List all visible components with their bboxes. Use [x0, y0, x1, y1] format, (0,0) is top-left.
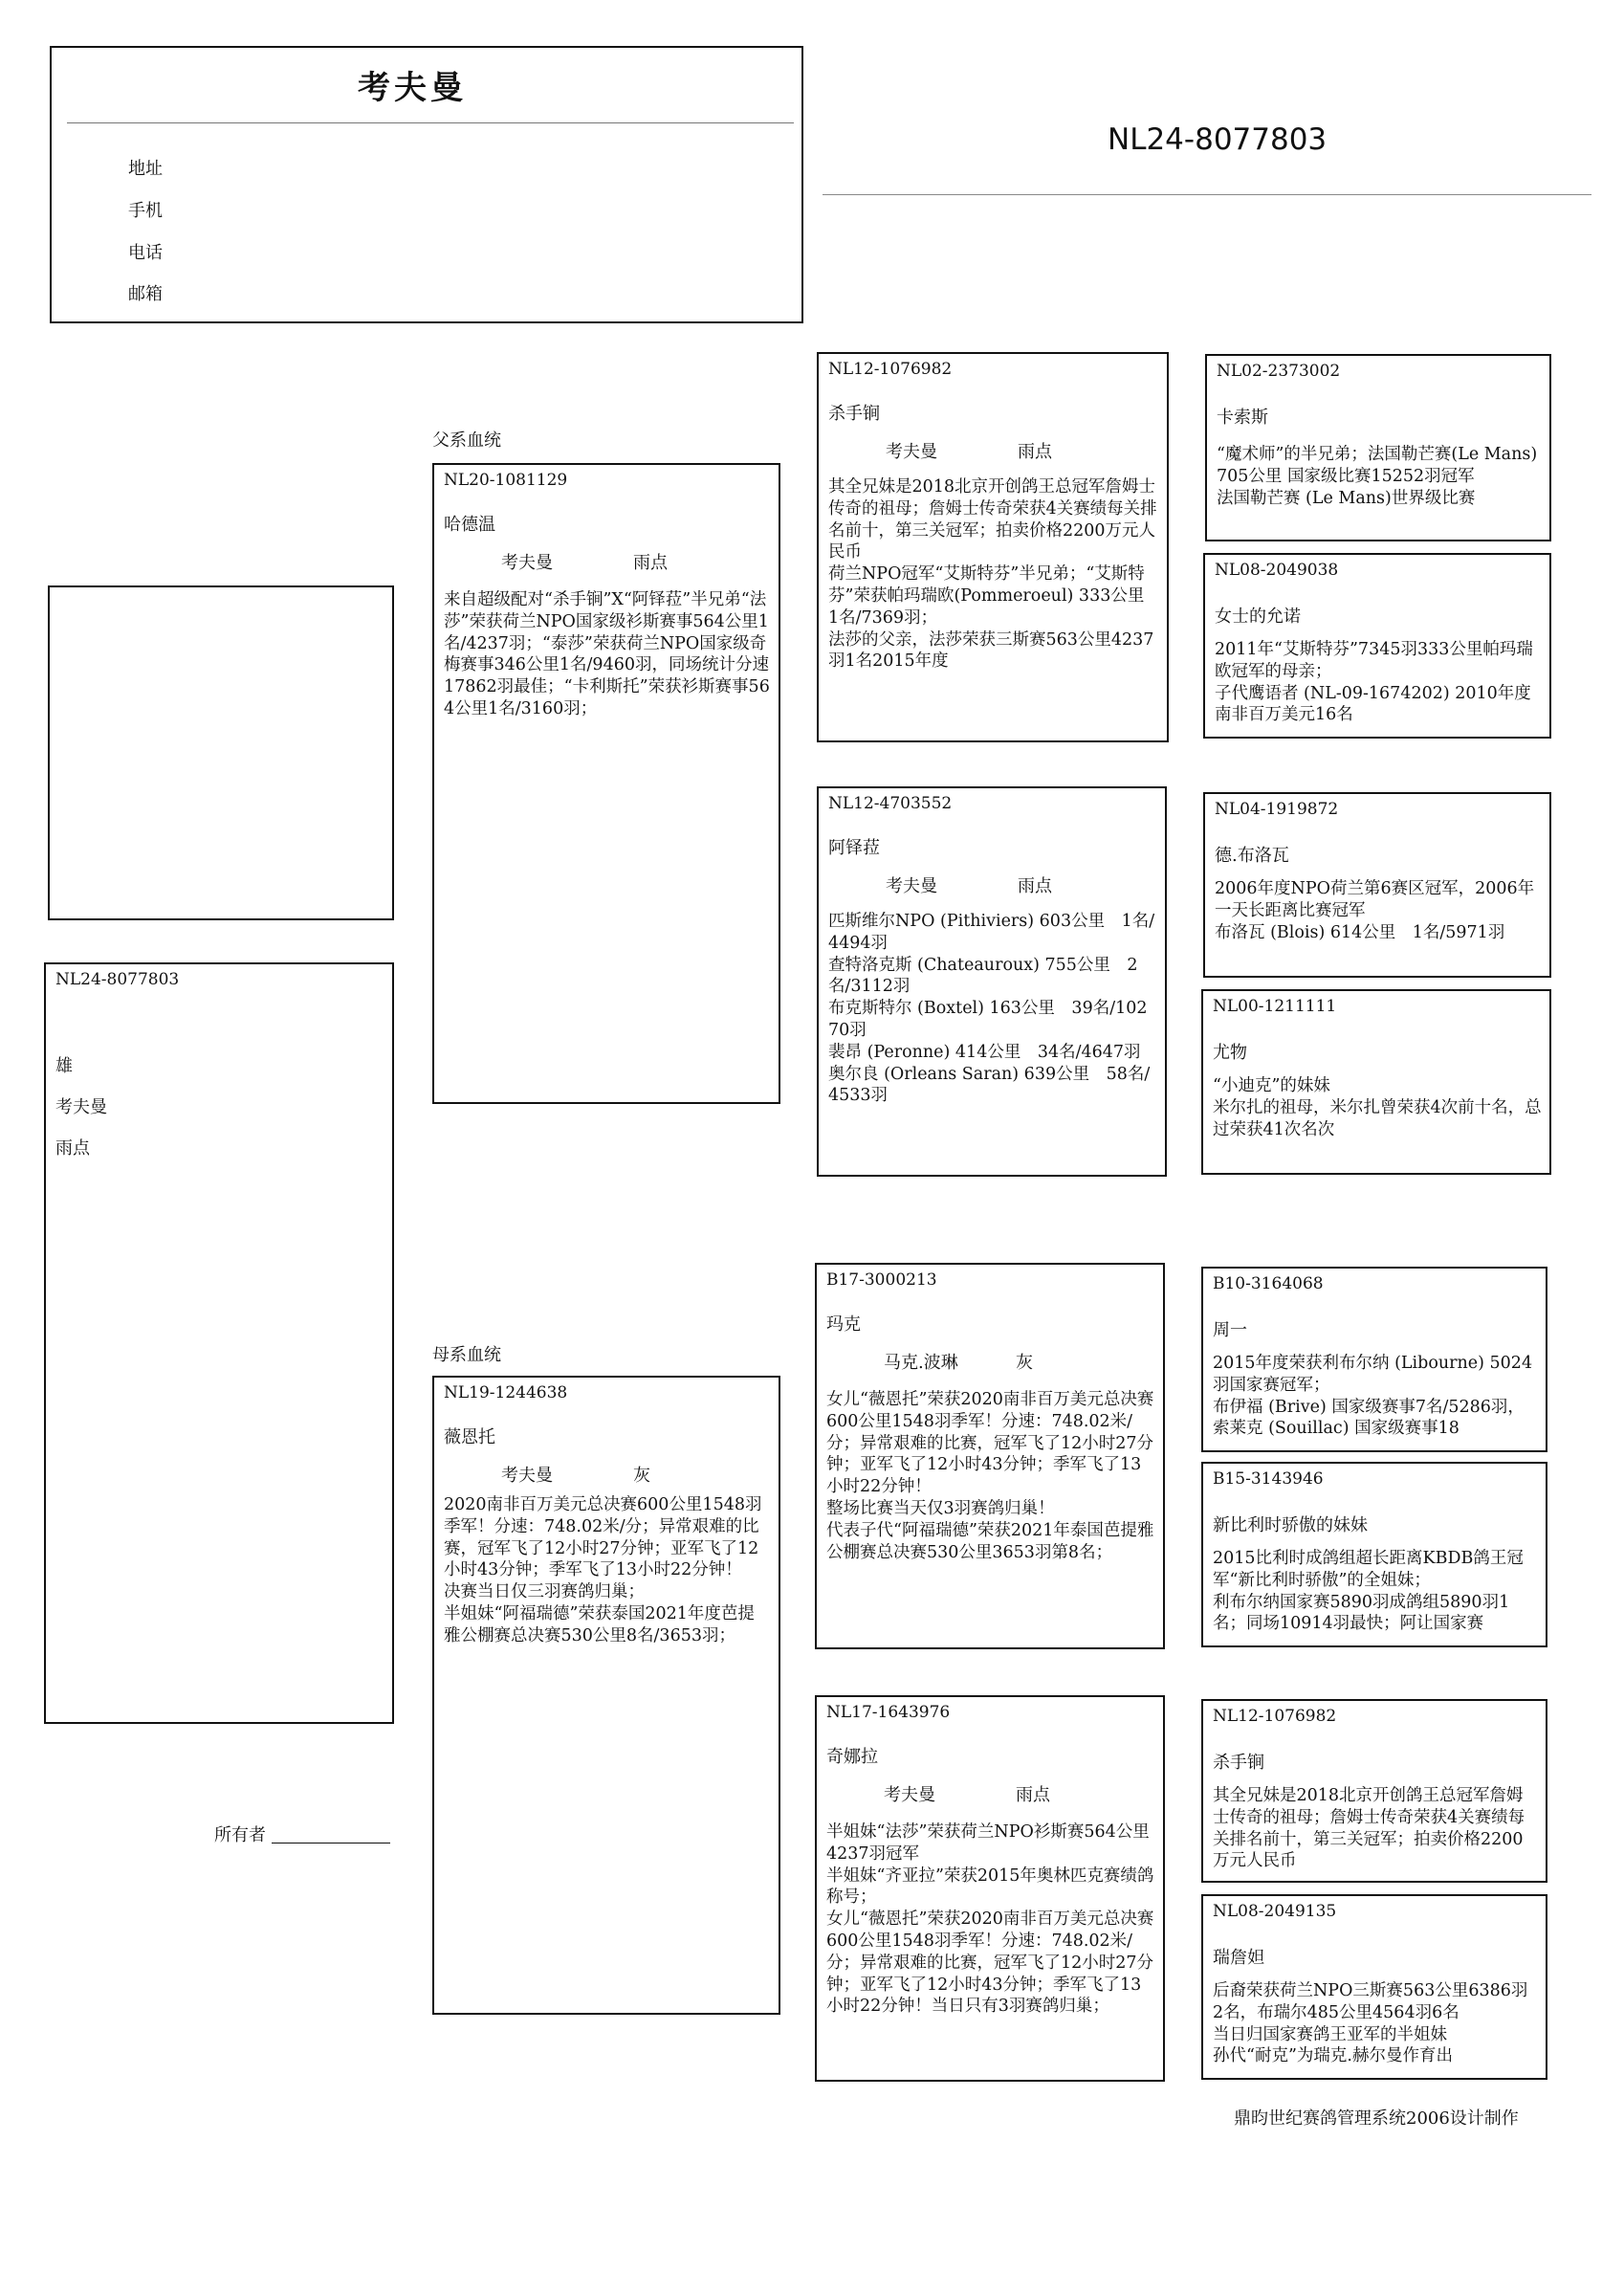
dam-breeder: 考夫曼: [501, 1466, 553, 1486]
dam-meta: [501, 1462, 650, 1487]
sss-ring: NL02-2373002: [1217, 362, 1341, 381]
dam-dam-name: 奇娜拉: [826, 1747, 878, 1767]
dam-sire-notes: 女儿“薇恩托”荣获2020南非百万美元总决赛600公里1548羽季军！分速：748.02米/分；异常艰难的比赛，冠军飞了12小时27分钟；亚军飞了12小时43分钟；季军飞了13小时22分钟！ 整场比赛当天仅3羽赛鸽归巢！ 代表子代“阿福瑞德”荣获2021年泰国芭提雅公棚赛总决赛530公里3653羽第8名；: [826, 1390, 1154, 1562]
dam-sire-ring: B17-3000213: [826, 1270, 937, 1290]
phone-label: 电话: [128, 243, 163, 263]
sire-dam-meta: [886, 872, 1052, 897]
dsd-name: 新比利时骄傲的妹妹: [1213, 1515, 1368, 1535]
ddd-name: 瑞詹妲: [1213, 1948, 1264, 1968]
sire-sire-ring: NL12-1076982: [828, 360, 953, 379]
sds-ring: NL04-1919872: [1215, 800, 1339, 819]
dam-dam-meta: [884, 1781, 1050, 1806]
ssd-box: [1203, 553, 1551, 739]
dam-dam-box: [815, 1695, 1165, 2082]
dss-name: 周一: [1213, 1320, 1247, 1340]
ddd-box: [1201, 1894, 1547, 2080]
ssd-notes: 2011年“艾斯特芬”7345羽333公里帕玛瑞欧冠军的母亲； 子代鹰语者 (NL-09-1674202) 2010年度南非百万美元16名: [1215, 640, 1533, 725]
dds-notes: 其全兄妹是2018北京开创鸽王总冠军詹姆士传奇的祖母；詹姆士传奇荣获4关赛绩每关排名前十，第三关冠军；拍卖价格2200万元人民币: [1213, 1786, 1525, 1871]
dds-ring: NL12-1076982: [1213, 1707, 1337, 1726]
sdd-name: 尤物: [1213, 1043, 1247, 1063]
sire-dam-ring: NL12-4703552: [828, 794, 953, 813]
owner-name: 考夫曼: [358, 69, 467, 107]
sire-notes: 来自超级配对“杀手锏”X“阿铎菈”半兄弟“法莎”荣获荷兰NPO国家级衫斯赛事564公里1名/4237羽；“泰莎”荣获荷兰NPO国家级奇梅赛事346公里1名/9460羽，同场统计分速17862羽最佳；“卡利斯托”荣获衫斯赛事564公里1名/3160羽；: [444, 590, 770, 718]
dam-notes: 2020南非百万美元总决赛600公里1548羽季军！分速：748.02米/分；异常艰难的比赛，冠军飞了12小时27分钟；亚军飞了12小时43分钟；季军飞了13小时22分钟！ 决赛当日仅三羽赛鸽归巢； 半姐妹“阿福瑞德”荣获泰国2021年度芭提雅公棚赛总决赛530公里8名/3653羽；: [444, 1495, 762, 1645]
dds-name: 杀手锏: [1213, 1753, 1264, 1773]
sire-dam-notes: 匹斯维尔NPO (Pithiviers) 603公里 1名/4494羽 查特洛克斯 (Chateauroux) 755公里 2名/3112羽 布克斯特尔 (Boxtel) 163公里 39名/10270羽 裴昂 (Peronne) 414公里 34名/4647羽 奥尔良 (Orleans Saran) 639公里 58名/4533羽: [828, 912, 1155, 1106]
sire-color: 雨点: [633, 553, 668, 573]
dsd-notes: 2015比利时成鸽组超长距离KBDB鸽王冠军“新比利时骄傲”的全姐妹； 利布尔纳国家赛5890羽成鸽组5890羽1名；同场10914羽最快；阿让国家赛: [1213, 1549, 1524, 1634]
dam-dam-notes: 半姐妹“法莎”荣获荷兰NPO衫斯赛564公里4237羽冠军 半姐妹“齐亚拉”荣获2015年奥林匹克赛绩鸽称号； 女儿“薇恩托”荣获2020南非百万美元总决赛600公里1548羽季军！分速：748.02米/分；异常艰难的比赛，冠军飞了12小时27分钟；亚军飞了12小时43分钟；季军飞了13小时22分钟！当日只有3羽赛鸽归巢；: [826, 1822, 1154, 2017]
ssd-name: 女士的允诺: [1215, 607, 1301, 627]
dam-sire-color: 灰: [1016, 1353, 1033, 1373]
owner-header-box: [50, 46, 803, 323]
ddd-ring: NL08-2049135: [1213, 1902, 1337, 1921]
owner-label: 所有者: [214, 1825, 266, 1845]
sire-dam-breeder: 考夫曼: [886, 876, 937, 896]
dds-box: [1201, 1699, 1547, 1883]
subject-ring: NL24-8077803: [55, 970, 180, 989]
photo-box: [48, 585, 394, 920]
dam-sire-name: 玛克: [826, 1314, 861, 1335]
sire-dam-name: 阿铎菈: [828, 838, 880, 858]
email-label: 邮箱: [128, 284, 163, 304]
sdd-ring: NL00-1211111: [1213, 997, 1337, 1016]
dsd-ring: B15-3143946: [1213, 1469, 1324, 1489]
sire-sire-notes: 其全兄妹是2018北京开创鸽王总冠军詹姆士传奇的祖母；詹姆士传奇荣获4关赛绩每关排名前十，第三关冠军；拍卖价格2200万元人民币 荷兰NPO冠军“艾斯特芬”半兄弟；“艾斯特芬”荣获帕玛瑞欧(Pommeroeul) 333公里 1名/7369羽； 法莎的父亲，法莎荣获三斯赛563公里4237羽1名2015年度: [828, 477, 1157, 672]
sire-dam-color: 雨点: [1018, 876, 1052, 896]
dam-ring: NL19-1244638: [444, 1383, 568, 1402]
dam-line-label: 母系血统: [432, 1345, 501, 1365]
dam-dam-breeder: 考夫曼: [884, 1785, 935, 1805]
sire-line-label: 父系血统: [432, 430, 501, 451]
sire-sire-name: 杀手锏: [828, 404, 880, 424]
dam-sire-breeder: 马克.波琳: [884, 1353, 958, 1373]
sire-name: 哈德温: [444, 515, 495, 535]
ddd-notes: 后裔荣获荷兰NPO三斯赛563公里6386羽2名，布瑞尔485公里4564羽6名 当日归国家赛鸽王亚军的半姐妹 孙代“耐克”为瑞克.赫尔曼作育出: [1213, 1981, 1528, 2066]
subject-color: 雨点: [55, 1138, 90, 1159]
dss-box: [1201, 1267, 1547, 1452]
sire-ring: NL20-1081129: [444, 471, 568, 490]
sds-box: [1203, 792, 1551, 978]
dsd-box: [1201, 1462, 1547, 1647]
ring-underline: [823, 194, 1591, 195]
sire-sire-box: [817, 352, 1169, 742]
dam-name: 薇恩托: [444, 1427, 495, 1447]
subject-breeder: 考夫曼: [55, 1097, 107, 1117]
dam-dam-color: 雨点: [1016, 1785, 1050, 1805]
mobile-label: 手机: [128, 201, 163, 221]
ssd-ring: NL08-2049038: [1215, 561, 1339, 580]
sss-name: 卡索斯: [1217, 408, 1268, 428]
sss-notes: “魔术师”的半兄弟；法国勒芒赛(Le Mans)705公里 国家级比赛15252羽冠军 法国勒芒赛 (Le Mans)世界级比赛: [1217, 445, 1538, 508]
address-label: 地址: [128, 159, 163, 179]
sdd-notes: “小迪克”的妹妹 米尔扎的祖母，米尔扎曾荣获4次前十名，总过荣获41次名次: [1213, 1076, 1542, 1139]
sire-dam-box: [817, 786, 1167, 1177]
sire-breeder: 考夫曼: [501, 553, 553, 573]
dam-sire-box: [815, 1263, 1165, 1649]
header-ring-number: NL24-8077803: [1108, 122, 1328, 157]
sire-sire-meta: [886, 438, 1052, 463]
sds-notes: 2006年度NPO荷兰第6赛区冠军，2006年一天长距离比赛冠军 布洛瓦 (Blois) 614公里 1名/5971羽: [1215, 879, 1535, 942]
dss-notes: 2015年度荣获利布尔纳 (Libourne) 5024羽国家赛冠军； 布伊福 (Brive) 国家级赛事7名/5286羽，索莱克 (Souillac) 国家级赛事18: [1213, 1354, 1533, 1439]
sire-sire-color: 雨点: [1018, 442, 1052, 462]
sds-name: 德.布洛瓦: [1215, 846, 1289, 866]
sire-meta: [501, 549, 668, 574]
dam-sire-meta: [884, 1349, 1033, 1374]
header-divider: [67, 122, 794, 123]
dam-box: [432, 1376, 780, 2015]
sdd-box: [1201, 989, 1551, 1175]
dam-dam-ring: NL17-1643976: [826, 1703, 951, 1722]
subject-sex: 雄: [55, 1056, 73, 1076]
subject-box: [44, 962, 394, 1724]
sire-sire-breeder: 考夫曼: [886, 442, 937, 462]
sss-box: [1205, 354, 1551, 541]
footer-credit: 鼎昀世纪赛鸽管理系统2006设计制作: [1234, 2108, 1519, 2129]
dss-ring: B10-3164068: [1213, 1274, 1324, 1293]
dam-color: 灰: [633, 1466, 650, 1486]
sire-box: [432, 463, 780, 1104]
